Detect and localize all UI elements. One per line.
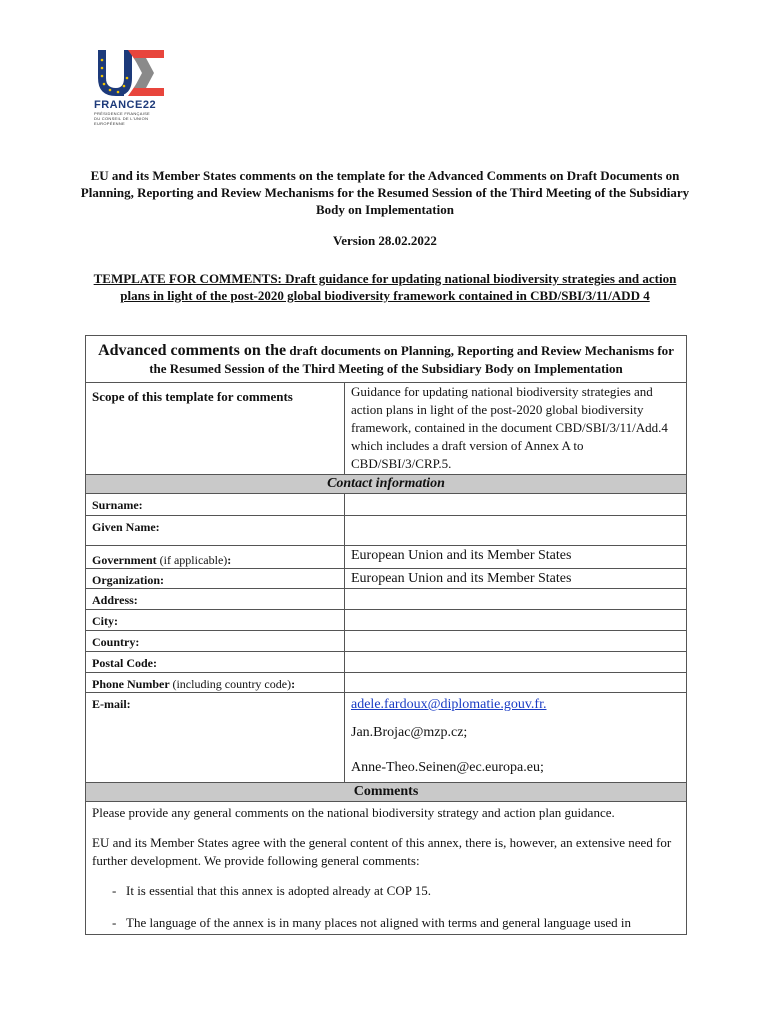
bullet-dash: - [112, 915, 117, 930]
postal-code-field[interactable] [345, 652, 687, 673]
scope-value: Guidance for updating national biodiversity strategies and action plans in light of the post-2020 global biodiversity framework, contained in the document CBD/SBI/3/11/Add.4 which includes a draft version of Annex A to CBD/SBI/3/CRP.5. [345, 383, 687, 475]
table-header [86, 336, 687, 383]
given-name-label: Given Name: [86, 516, 345, 546]
france22-logo [94, 48, 172, 126]
email-link-1[interactable]: adele.fardoux@diplomatie.gouv.fr. [351, 697, 547, 712]
email-3: Anne-Theo.Seinen@ec.europa.eu; [351, 760, 544, 775]
document-title: EU and its Member States comments on the template for the Advanced Comments on Draft Documents on Planning, Reporting and Review Mechanisms for the Resumed Session of the Third Meeting of the Subsidiary Body on Implementation [80, 168, 690, 217]
phone-field[interactable] [345, 673, 687, 693]
template-title: TEMPLATE FOR COMMENTS: Draft guidance for updating national biodiversity strategies and action plans in light of the post-2020 global biodiversity framework contained in CBD/SBI/3/11/ADD 4 [93, 271, 677, 303]
country-field[interactable] [345, 631, 687, 652]
logo-subtitle-1: PRÉSIDENCE FRANÇAISE [94, 111, 151, 116]
table-header-lead: Advanced comments on the [98, 342, 287, 359]
address-label: Address: [86, 589, 345, 610]
comments-intro: EU and its Member States agree with the general content of this annex, there is, however, an extensive need for further development. We provide following general comments: [92, 835, 672, 868]
government-field[interactable]: European Union and its Member States [345, 546, 687, 569]
logo-name: FRANCE22 [94, 99, 157, 111]
phone-label-cell: Phone Number (including country code): [86, 673, 345, 693]
email-2: Jan.Brojac@mzp.cz; [351, 725, 468, 740]
surname-field[interactable] [345, 494, 687, 516]
government-label-cell: Government (if applicable): [86, 546, 345, 569]
country-label: Country: [86, 631, 345, 652]
scope-label: Scope of this template for comments [86, 383, 345, 475]
comments-section-header: Comments [86, 783, 687, 802]
organization-label: Organization: [86, 569, 345, 589]
email-label: E-mail: [86, 693, 345, 783]
contact-section-header: Contact information [86, 475, 687, 494]
table-header-rest: draft documents on Planning, Reporting and Review Mechanisms for the Resumed Session of the Third Meeting of the Subsidiary Body on Implementation [149, 343, 674, 376]
government-note: (if applicable) [159, 553, 228, 567]
comments-body[interactable] [86, 802, 687, 935]
given-name-field[interactable] [345, 516, 687, 546]
logo-subtitle-2: DU CONSEIL DE L'UNION [94, 116, 149, 121]
comments-form-table [85, 335, 687, 935]
city-field[interactable] [345, 610, 687, 631]
city-label: City: [86, 610, 345, 631]
logo-subtitle-3: EUROPÉENNE [94, 121, 126, 126]
bullet-dash: - [112, 883, 117, 898]
ue-emblem-icon [94, 48, 166, 98]
list-item [92, 914, 680, 932]
address-field[interactable] [345, 589, 687, 610]
comments-prompt: Please provide any general comments on the national biodiversity strategy and action plan guidance. [92, 805, 615, 820]
organization-field[interactable]: European Union and its Member States [345, 569, 687, 589]
version-label: Version 28.02.2022 [333, 233, 437, 248]
phone-note: (including country code) [172, 677, 292, 691]
bullet-text: It is essential that this annex is adopted already at COP 15. [126, 883, 431, 898]
government-label: Government [92, 553, 157, 567]
bullet-text: The language of the annex is in many places not aligned with terms and general language used in [126, 915, 632, 930]
list-item [92, 882, 680, 900]
phone-label: Phone Number [92, 677, 170, 691]
postal-code-label: Postal Code: [86, 652, 345, 673]
surname-label: Surname: [86, 494, 345, 516]
email-field[interactable] [345, 693, 687, 783]
